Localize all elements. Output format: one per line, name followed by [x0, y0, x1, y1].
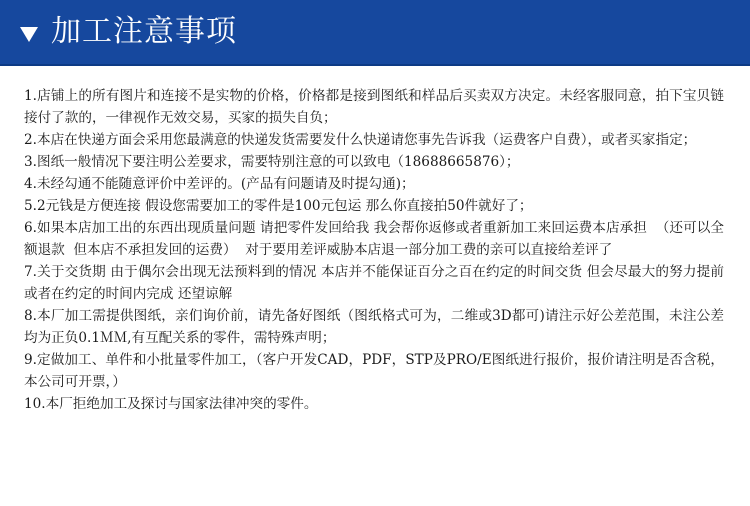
notice-item-6: 6.如果本店加工出的东西出现质量问题 请把零件发回给我 我会帮你返修或者重新加工来回运费本店承担 （还可以全额退款 但本店不承担发回的运费） 对于要用差评威胁本店退一部分加工费的亲可以直接给差评了	[24, 220, 724, 258]
notice-item-5: 5.2元钱是方便连接 假设您需要加工的零件是100元包运 那么你直接拍50件就好了；	[24, 198, 533, 214]
triangle-down-icon	[20, 27, 38, 42]
notice-item-9: 9.定做加工、单件和小批量零件加工，（客户开发CAD，PDF，STP及PRO/E图纸进行报价，报价请注明是否含税，本公司可开票，）	[24, 352, 724, 390]
section-header	[0, 0, 750, 66]
section-title: 加工注意事项	[51, 14, 237, 49]
notice-item-4: 4.未经勾通不能随意评价中差评的。(产品有问题请及时提勾通)；	[24, 176, 415, 192]
notice-list	[24, 85, 724, 415]
notice-item-10: 10.本厂拒绝加工及探讨与国家法律冲突的零件。	[24, 396, 318, 412]
notice-item-8: 8.本厂加工需提供图纸，亲们询价前，请先备好图纸（图纸格式可为，二维或3D都可)请注示好公差范围，未注公差均为正负0.1ＭＭ,有互配关系的零件，需特殊声明；	[24, 308, 724, 346]
notice-item-3: 3.图纸一般情况下要注明公差要求，需要特别注意的可以致电（18688665876）；	[24, 154, 520, 170]
notice-item-2: 2.本店在快递方面会采用您最满意的快递发货需要发什么快递请您事先告诉我（运费客户自费），或者买家指定；	[24, 132, 697, 148]
notice-item-1: 1.店铺上的所有图片和连接不是实物的价格，价格都是接到图纸和样品后买卖双方决定。未经客服同意，拍下宝贝链接付了款的，一律视作无效交易，买家的损失自负；	[24, 88, 724, 126]
notice-item-7: 7.关于交货期 由于偶尔会出现无法预料到的情况 本店并不能保证百分之百在约定的时间交货 但会尽最大的努力提前或者在约定的时间内完成 还望谅解	[24, 264, 724, 302]
